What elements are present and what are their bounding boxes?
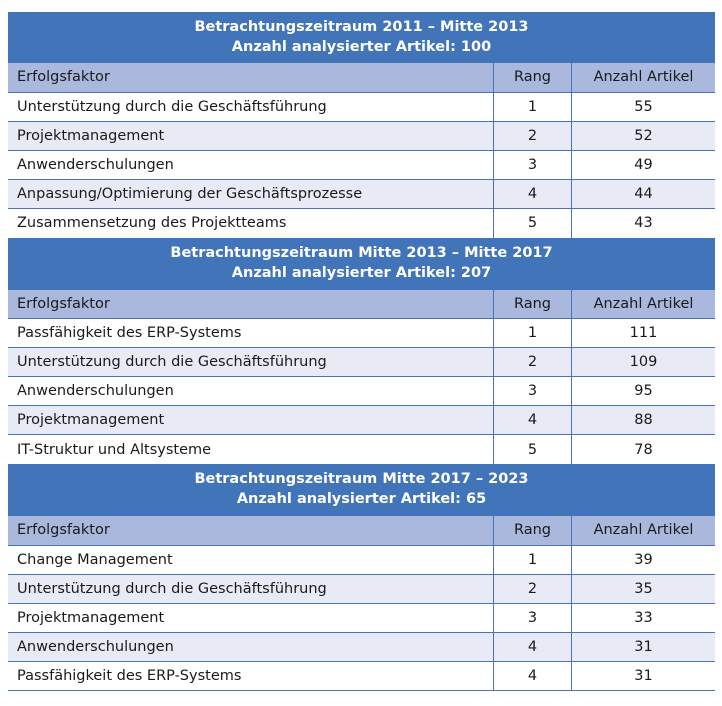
- rank-cell: 4: [493, 406, 571, 434]
- rank-cell: 1: [493, 93, 571, 121]
- column-header-count: Anzahl Artikel: [571, 516, 715, 545]
- rank-cell: 2: [493, 575, 571, 603]
- factor-cell: Change Management: [17, 551, 173, 568]
- table-row: [8, 348, 715, 377]
- table-row: [8, 151, 715, 180]
- article-count-label: Anzahl analysierter Artikel: 100: [231, 39, 492, 55]
- section-title-band: [8, 464, 715, 516]
- rank-cell: 1: [493, 319, 571, 347]
- article-count-label: Anzahl analysierter Artikel: 65: [236, 491, 487, 507]
- column-header-factor: Erfolgsfaktor: [17, 522, 110, 539]
- count-cell: 35: [571, 575, 715, 603]
- count-cell: 31: [571, 662, 715, 690]
- column-header-factor: Erfolgsfaktor: [17, 295, 110, 312]
- factor-cell: Anwenderschulungen: [17, 383, 174, 399]
- factor-cell: Projektmanagement: [17, 609, 165, 626]
- factor-cell: Zusammensetzung des Projektteams: [17, 215, 287, 231]
- count-cell: 43: [571, 209, 715, 238]
- column-header-count: Anzahl Artikel: [571, 63, 715, 92]
- count-cell: 49: [571, 151, 715, 179]
- article-count-label: Anzahl analysierter Artikel: 207: [231, 264, 492, 281]
- count-cell: 109: [571, 348, 715, 376]
- table-row: [8, 406, 715, 435]
- factor-cell: Passfähigkeit des ERP-Systems: [17, 667, 242, 684]
- rank-cell: 4: [493, 662, 571, 690]
- count-cell: 88: [571, 406, 715, 434]
- column-header-factor: Erfolgsfaktor: [17, 69, 110, 86]
- count-cell: 78: [571, 435, 715, 464]
- rank-cell: 3: [493, 604, 571, 632]
- column-header-rank: Rang: [493, 63, 571, 92]
- rank-cell: 5: [493, 435, 571, 464]
- table-row: [8, 93, 715, 122]
- factor-cell: Unterstützung durch die Geschäftsführung: [17, 98, 327, 115]
- table-row: [8, 377, 715, 406]
- period-section-2017-2023: [8, 464, 715, 691]
- period-section-2013-2017: [8, 238, 715, 465]
- column-header-count: Anzahl Artikel: [571, 290, 715, 319]
- section-title-band: [8, 238, 715, 290]
- count-cell: 95: [571, 377, 715, 405]
- table-row: [8, 435, 715, 464]
- factor-cell: Anwenderschulungen: [17, 638, 174, 655]
- table-row: [8, 633, 715, 662]
- column-header-row: [8, 290, 715, 320]
- factor-cell: Anwenderschulungen: [17, 156, 174, 173]
- column-header-rank: Rang: [493, 516, 571, 545]
- column-header-row: [8, 63, 715, 93]
- success-factors-table: [8, 12, 715, 691]
- factor-cell: IT-Struktur und Altsysteme: [17, 441, 212, 458]
- count-cell: 33: [571, 604, 715, 632]
- period-label: Betrachtungszeitraum Mitte 2013 – Mitte 2017: [170, 244, 553, 261]
- section-title-band: [8, 12, 715, 63]
- rank-cell: 3: [493, 377, 571, 405]
- rank-cell: 2: [493, 122, 571, 150]
- count-cell: 55: [571, 93, 715, 121]
- factor-cell: Projektmanagement: [17, 127, 165, 144]
- factor-cell: Passfähigkeit des ERP-Systems: [17, 325, 242, 341]
- table-row: [8, 604, 715, 633]
- rank-cell: 5: [493, 209, 571, 238]
- count-cell: 39: [571, 546, 715, 574]
- table-row: [8, 209, 715, 238]
- count-cell: 111: [571, 319, 715, 347]
- count-cell: 31: [571, 633, 715, 661]
- rank-cell: 4: [493, 180, 571, 208]
- factor-cell: Unterstützung durch die Geschäftsführung: [17, 354, 327, 370]
- table-row: [8, 122, 715, 151]
- rank-cell: 1: [493, 546, 571, 574]
- table-row: [8, 180, 715, 209]
- count-cell: 44: [571, 180, 715, 208]
- table-row: [8, 546, 715, 575]
- count-cell: 52: [571, 122, 715, 150]
- factor-cell: Unterstützung durch die Geschäftsführung: [17, 580, 327, 597]
- column-header-row: [8, 516, 715, 546]
- rank-cell: 2: [493, 348, 571, 376]
- table-row: [8, 662, 715, 691]
- period-label: Betrachtungszeitraum 2011 – Mitte 2013: [194, 19, 529, 35]
- period-label: Betrachtungszeitraum Mitte 2017 – 2023: [194, 471, 529, 487]
- table-row: [8, 575, 715, 604]
- factor-cell: Anpassung/Optimierung der Geschäftsprozesse: [17, 185, 363, 202]
- rank-cell: 4: [493, 633, 571, 661]
- rank-cell: 3: [493, 151, 571, 179]
- table-row: [8, 319, 715, 348]
- column-header-rank: Rang: [493, 290, 571, 319]
- period-section-2011-2013: [8, 12, 715, 238]
- factor-cell: Projektmanagement: [17, 412, 165, 428]
